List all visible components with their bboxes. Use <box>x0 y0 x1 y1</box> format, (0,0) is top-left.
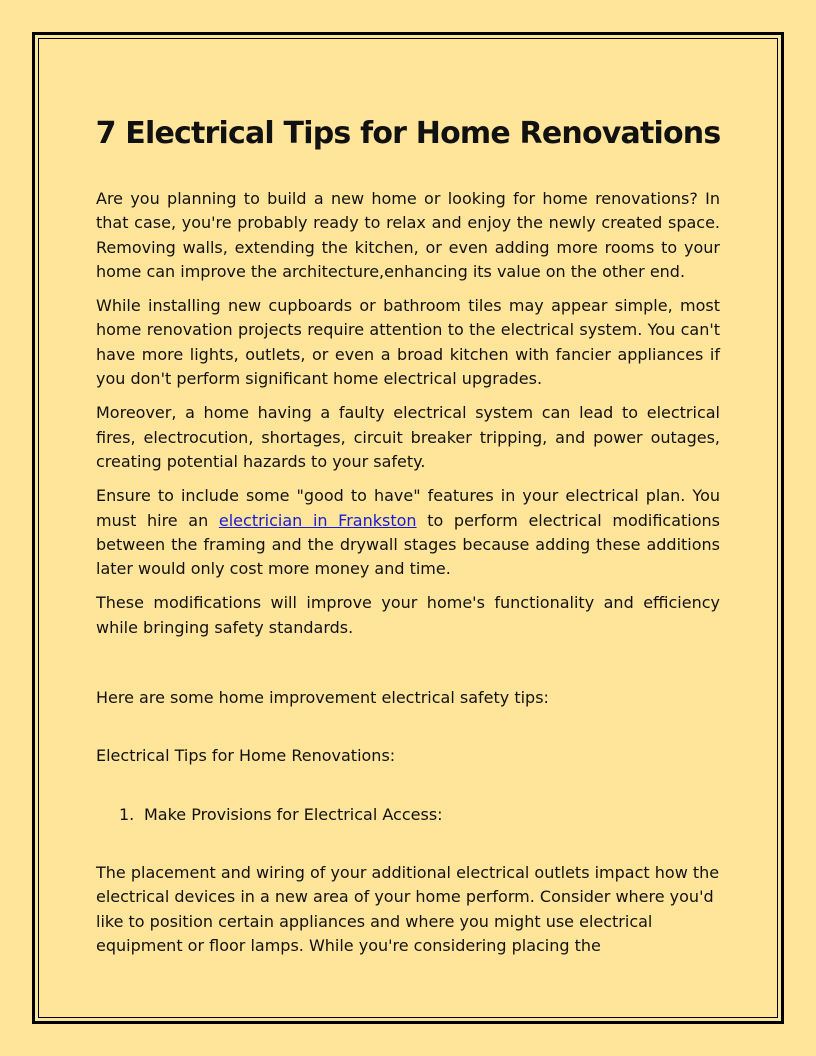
paragraph-hire-text-after: to perform electrical modifications between the framing and the drywall stages because adding these additions later would only cost more money and time. <box>96 510 721 579</box>
tips-intro: Here are some home improvement electrical safety tips: <box>96 688 549 708</box>
list-item-number: 1. <box>119 804 135 824</box>
tips-subheading: Electrical Tips for Home Renovations: <box>96 746 396 766</box>
paragraph-modifications: These modifications will improve your home's functionality and efficiency while bringing safety standards. <box>96 593 720 637</box>
document-title: 7 Electrical Tips for Home Renovations <box>95 116 721 151</box>
list-item-text: Make Provisions for Electrical Access: <box>144 804 443 824</box>
paragraph-intro: Are you planning to build a new home or looking for home renovations? In that case, you're probably ready to relax and enjoy the newly created space. Removing walls, extending the kitchen, or even adding more rooms to your home can improve the architecture,enhancing its value on the other end. <box>96 189 720 281</box>
paragraph-hire-text-before: Ensure to include some "good to have" features in your electrical plan. You must hire an <box>96 486 720 530</box>
electrician-frankston-link[interactable]: electrician in Frankston <box>218 510 417 530</box>
paragraph-hazards: Moreover, a home having a faulty electrical system can lead to electrical fires, electrocution, shortages, circuit breaker tripping, and power outages, creating potential hazards to your safety. <box>96 403 720 471</box>
paragraph-electrical-system: While installing new cupboards or bathroom tiles may appear simple, most home renovation projects require attention to the electrical system. You can't have more lights, outlets, or even a broad kitchen with fancier appliances if you don't perform significant home electrical upgrades. <box>96 296 720 389</box>
paragraph-outlet-placement: The placement and wiring of your additional electrical outlets impact how the electrical devices in a new area of your home perform. Consider where you'd like to position certain appliances and where you might use electrical equipment or floor lamps. While you're considering placing the <box>96 862 720 955</box>
document-body <box>96 187 720 968</box>
list-item <box>119 803 720 827</box>
paragraph-hire-electrician <box>96 484 720 581</box>
